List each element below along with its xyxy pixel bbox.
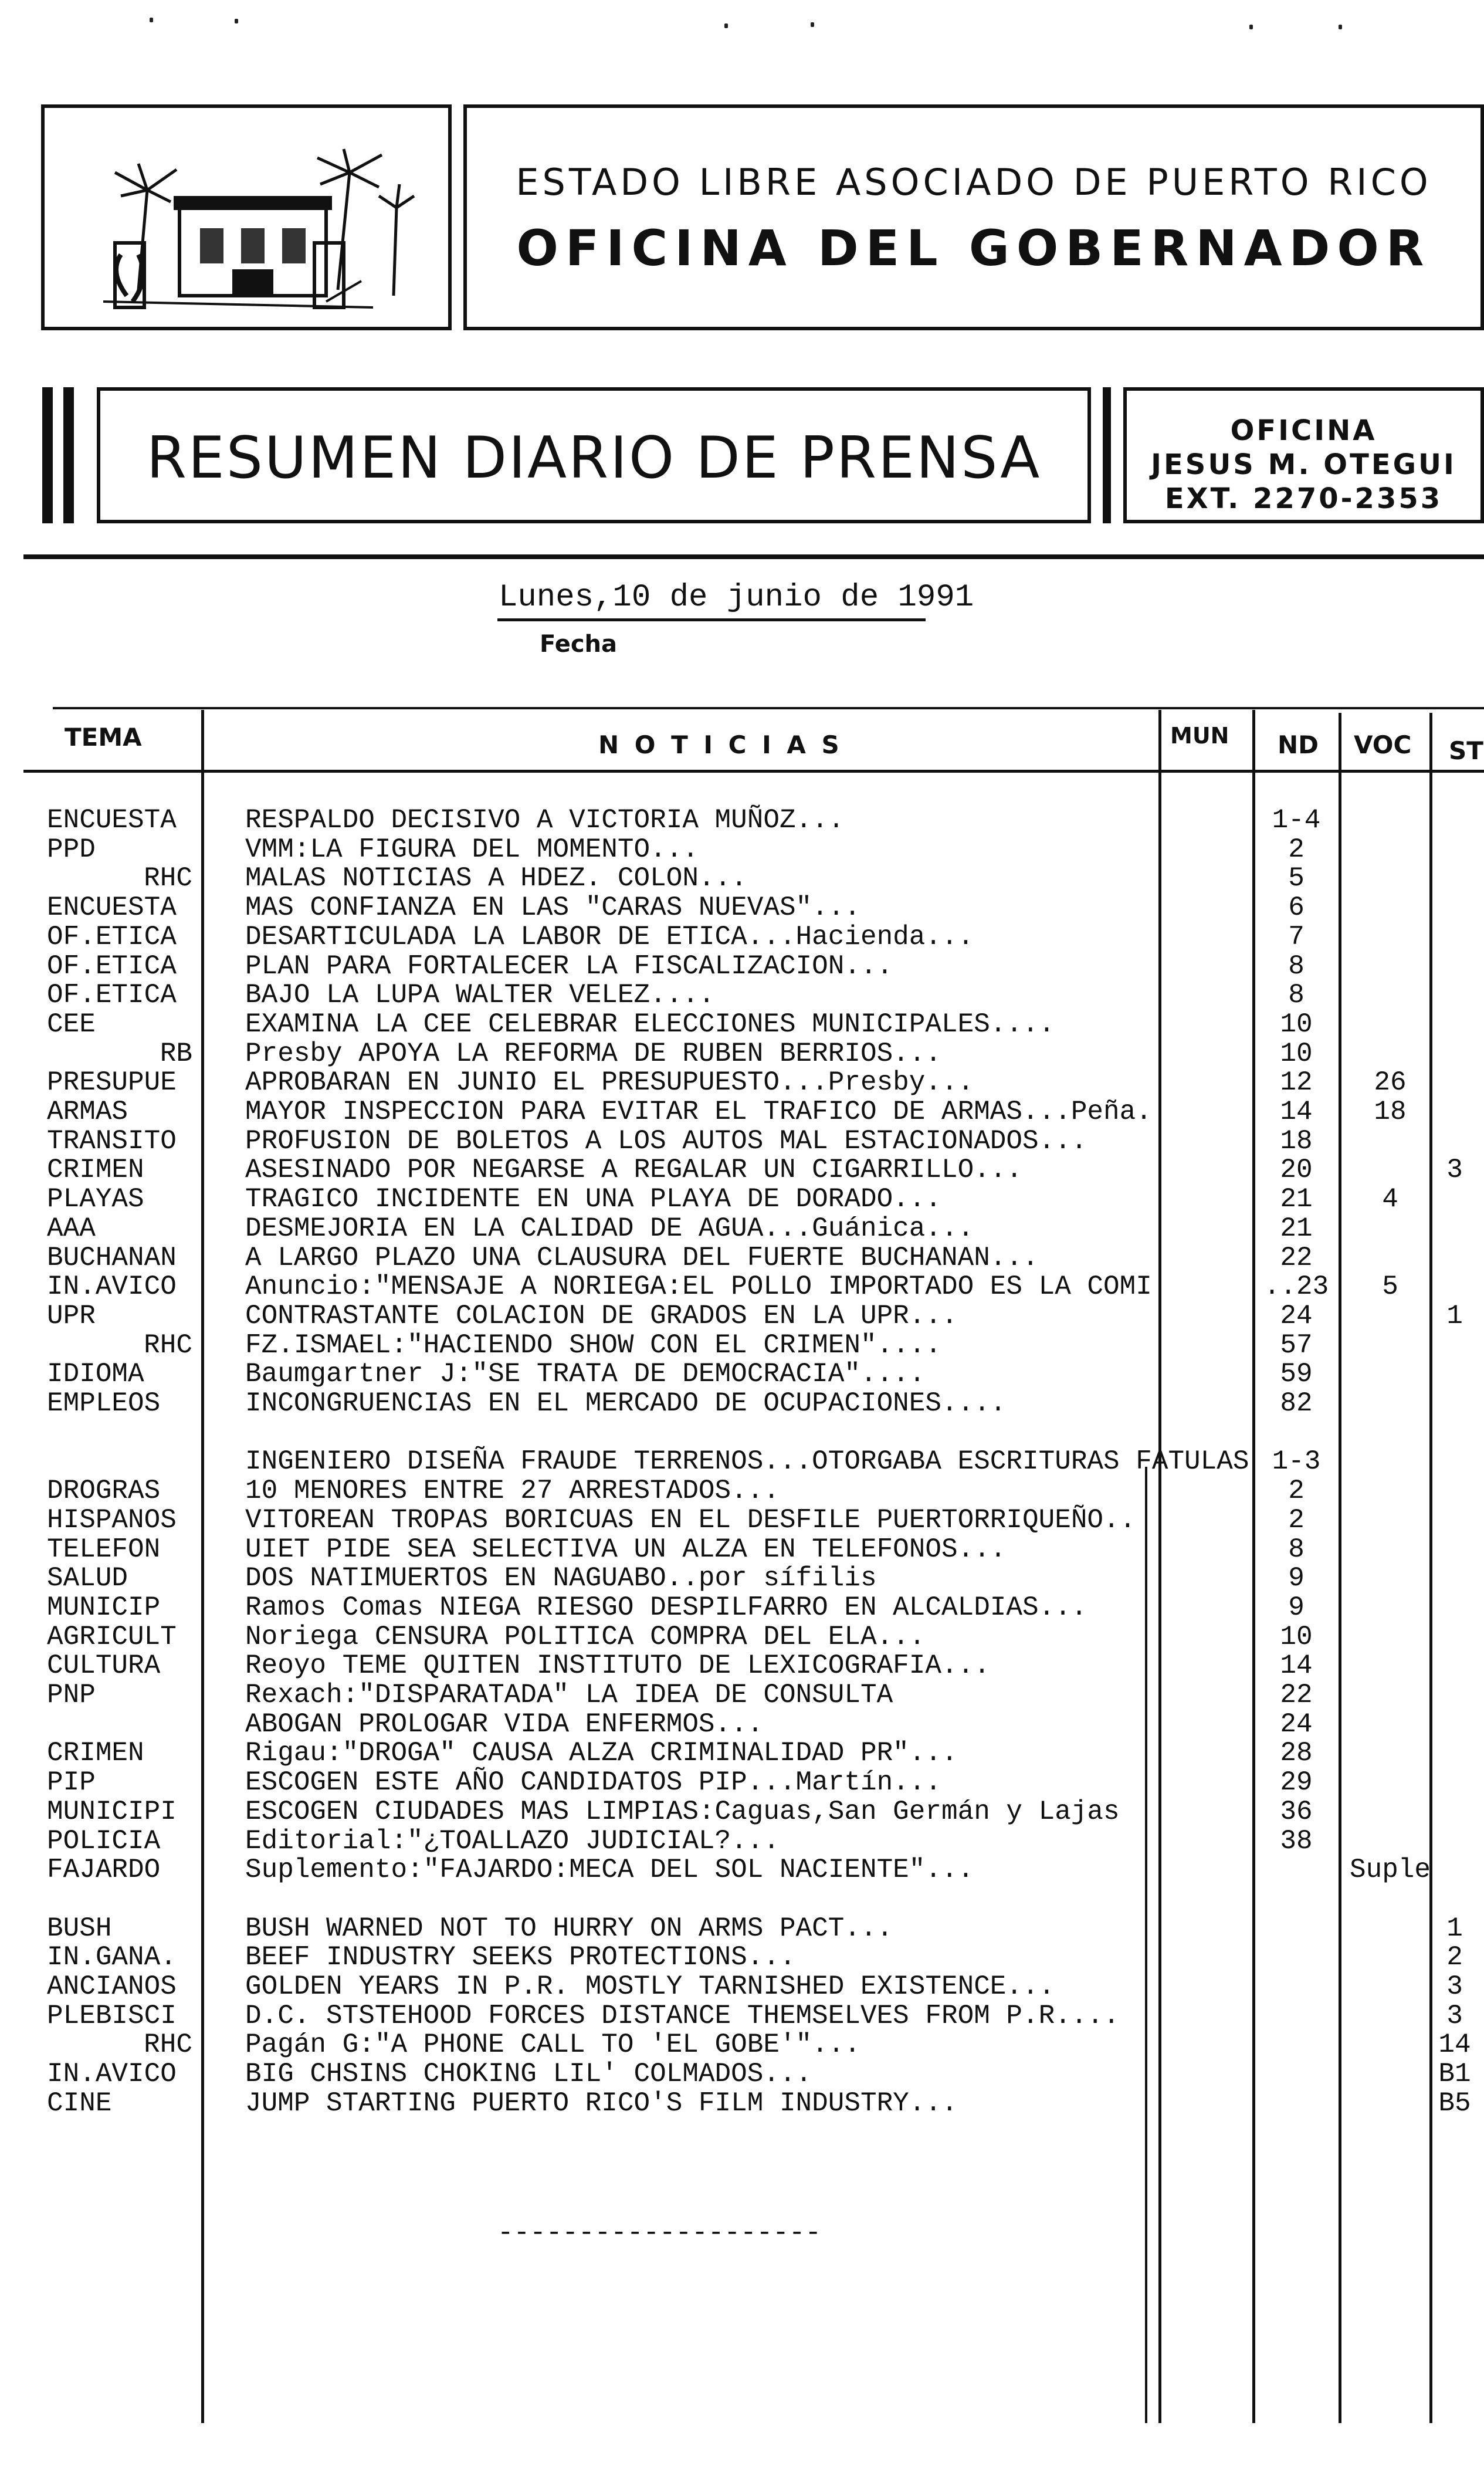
table-row (0, 1301, 1484, 1330)
row-headline: BEEF INDUSTRY SEEKS PROTECTIONS... (245, 1942, 796, 1973)
row-headline: CONTRASTANTE COLACION DE GRADOS EN LA UPR... (245, 1301, 958, 1331)
row-tema: TELEFON (47, 1534, 161, 1565)
row-nd: 10 (1280, 1009, 1313, 1040)
row-tema: ENCUESTA (47, 892, 177, 923)
row-nd: ..23 (1263, 1271, 1329, 1302)
row-nd: 8 (1288, 1534, 1305, 1565)
row-voc: 4 (1382, 1184, 1398, 1214)
table-row (0, 1884, 1484, 1913)
row-tema: PRESUPUE (47, 1067, 177, 1098)
table-row (0, 1709, 1484, 1738)
row-headline: JUMP STARTING PUERTO RICO'S FILM INDUSTRY... (245, 2088, 958, 2119)
table-row (0, 834, 1484, 864)
row-tema: RHC (144, 1330, 192, 1361)
table-row (0, 1038, 1484, 1068)
row-tema: CINE (47, 2088, 112, 2119)
row-tema: IN.GANA. (47, 1942, 177, 1973)
row-tema: PLEBISCI (47, 2001, 177, 2031)
row-tema: POLICIA (47, 1826, 161, 1856)
row-nd: 1-4 (1272, 805, 1321, 835)
row-tema: BUSH (47, 1913, 112, 1944)
table-row (0, 1009, 1484, 1038)
date-underline (497, 618, 926, 621)
logo-frame (41, 104, 452, 330)
row-voc: 26 (1374, 1067, 1407, 1098)
table-row (0, 1534, 1484, 1564)
row-tema: UPR (47, 1301, 96, 1331)
row-nd: 12 (1280, 1067, 1313, 1098)
row-headline: UIET PIDE SEA SELECTIVA UN ALZA EN TELEFONOS... (245, 1534, 1007, 1565)
row-nd: 7 (1288, 922, 1305, 952)
row-headline: Anuncio:"MENSAJE A NORIEGA:EL POLLO IMPORTADO ES LA COMI (245, 1271, 1152, 1302)
scan-speck (811, 22, 814, 27)
row-headline: RESPALDO DECISIVO A VICTORIA MUÑOZ... (245, 805, 845, 835)
row-headline: FZ.ISMAEL:"HACIENDO SHOW CON EL CRIMEN".... (245, 1330, 941, 1361)
table-header-rule (23, 770, 1484, 773)
row-st: 3 (1446, 2001, 1463, 2031)
row-headline: Noriega CENSURA POLITICA COMPRA DEL ELA... (245, 1622, 926, 1652)
row-headline: ESCOGEN ESTE AÑO CANDIDATOS PIP...Martín... (245, 1767, 941, 1798)
row-tema: CRIMEN (47, 1738, 144, 1768)
table-row (0, 922, 1484, 951)
row-st: B1 (1438, 2059, 1471, 2089)
row-tema: ENCUESTA (47, 805, 177, 835)
row-tema: CEE (47, 1009, 96, 1040)
agency-name: ESTADO LIBRE ASOCIADO DE PUERTO RICO (516, 161, 1432, 204)
row-tema: PIP (47, 1767, 96, 1798)
table-row (0, 1213, 1484, 1243)
table-row (0, 1592, 1484, 1622)
table-row (0, 1476, 1484, 1505)
row-nd: 14 (1280, 1650, 1313, 1681)
row-tema: MUNICIPI (47, 1796, 177, 1827)
row-headline: INGENIERO DISEÑA FRAUDE TERRENOS...OTORGABA ESCRITURAS FATULAS (245, 1446, 1249, 1477)
scan-speck (1339, 25, 1342, 29)
table-row (0, 1417, 1484, 1447)
row-nd: 36 (1280, 1796, 1313, 1827)
row-st: 2 (1446, 1942, 1463, 1973)
row-headline: ASESINADO POR NEGARSE A REGALAR UN CIGARRILLO... (245, 1155, 1023, 1185)
table-row (0, 1622, 1484, 1651)
row-nd: 5 (1288, 863, 1305, 894)
row-voc: 5 (1382, 1271, 1398, 1302)
row-tema: RB (160, 1038, 192, 1069)
row-headline: MAYOR INSPECCION PARA EVITAR EL TRAFICO DE ARMAS...Peña. (245, 1097, 1152, 1127)
row-st: 3 (1446, 1155, 1463, 1185)
row-nd: 38 (1280, 1826, 1313, 1856)
table-row (0, 1126, 1484, 1155)
section-divider (23, 554, 1484, 559)
row-headline: 10 MENORES ENTRE 27 ARRESTADOS... (245, 1476, 780, 1506)
row-nd: 22 (1280, 1243, 1313, 1273)
contact-name: JESUS M. OTEGUI (1151, 448, 1456, 481)
row-tema: MUNICIP (47, 1592, 161, 1623)
row-headline: PROFUSION DE BOLETOS A LOS AUTOS MAL ESTACIONADOS... (245, 1126, 1087, 1156)
table-row (0, 1738, 1484, 1767)
row-tema: PNP (47, 1680, 96, 1710)
row-headline: VITOREAN TROPAS BORICUAS EN EL DESFILE PUERTORRIQUEÑO.. (245, 1505, 1136, 1535)
row-nd: 6 (1288, 892, 1305, 923)
contact-office: OFICINA (1230, 414, 1377, 447)
row-st: 1 (1446, 1913, 1463, 1944)
row-nd: 8 (1288, 951, 1305, 982)
row-headline: APROBARAN EN JUNIO EL PRESUPUESTO...Presby... (245, 1067, 974, 1098)
row-tema: OF.ETICA (47, 922, 177, 952)
table-row (0, 2029, 1484, 2059)
row-tema: IDIOMA (47, 1359, 144, 1389)
row-headline: Ramos Comas NIEGA RIESGO DESPILFARRO EN ALCALDIAS... (245, 1592, 1087, 1623)
row-headline: BUSH WARNED NOT TO HURRY ON ARMS PACT... (245, 1913, 893, 1944)
row-tema: ARMAS (47, 1097, 128, 1127)
document-title: RESUMEN DIARIO DE PRENSA (146, 425, 1042, 492)
table-row (0, 1388, 1484, 1417)
row-nd: 22 (1280, 1680, 1313, 1710)
row-nd: 24 (1280, 1709, 1313, 1740)
table-row (0, 863, 1484, 892)
row-voc: Suple (1349, 1855, 1431, 1885)
row-headline: PLAN PARA FORTALECER LA FISCALIZACION... (245, 951, 893, 982)
column-header-noticias: N O T I C I A S (598, 730, 843, 759)
row-tema: BUCHANAN (47, 1243, 177, 1273)
row-st: 1 (1446, 1301, 1463, 1331)
row-nd: 24 (1280, 1301, 1313, 1331)
row-headline: Rexach:"DISPARATADA" LA IDEA DE CONSULTA (245, 1680, 893, 1710)
table-row (0, 980, 1484, 1009)
table-row (0, 1971, 1484, 2001)
table-row (0, 1271, 1484, 1301)
column-header-mun: MUN (1170, 723, 1229, 749)
table-top-rule (53, 707, 1484, 709)
decorative-bar (1103, 387, 1111, 523)
row-tema: SALUD (47, 1563, 128, 1593)
row-tema: ANCIANOS (47, 1971, 177, 2002)
row-headline: BAJO LA LUPA WALTER VELEZ.... (245, 980, 715, 1010)
column-header-st: ST (1449, 736, 1483, 765)
row-headline: Pagán G:"A PHONE CALL TO 'EL GOBE'"... (245, 2029, 860, 2060)
row-nd: 2 (1288, 834, 1305, 865)
row-st: 3 (1446, 1971, 1463, 2002)
column-header-nd: ND (1278, 730, 1319, 759)
row-nd: 21 (1280, 1213, 1313, 1244)
row-nd: 9 (1288, 1563, 1305, 1593)
decorative-bar (42, 387, 53, 523)
row-tema: DROGRAS (47, 1476, 161, 1506)
table-row (0, 1243, 1484, 1272)
column-header-voc: VOC (1354, 730, 1412, 759)
table-row (0, 805, 1484, 834)
row-nd: 29 (1280, 1767, 1313, 1798)
row-nd: 2 (1288, 1505, 1305, 1535)
row-nd: 18 (1280, 1126, 1313, 1156)
row-headline: A LARGO PLAZO UNA CLAUSURA DEL FUERTE BUCHANAN... (245, 1243, 1039, 1273)
row-nd: 20 (1280, 1155, 1313, 1185)
row-tema: OF.ETICA (47, 980, 177, 1010)
table-row (0, 2088, 1484, 2117)
row-tema: OF.ETICA (47, 951, 177, 982)
table-row (0, 1680, 1484, 1709)
table-row (0, 1913, 1484, 1943)
table-row (0, 1505, 1484, 1534)
row-tema: HISPANOS (47, 1505, 177, 1535)
row-nd: 28 (1280, 1738, 1313, 1768)
table-row (0, 1767, 1484, 1796)
table-row (0, 1855, 1484, 1884)
row-headline: Rigau:"DROGA" CAUSA ALZA CRIMINALIDAD PR"... (245, 1738, 958, 1768)
column-header-tema: TEMA (65, 723, 142, 752)
table-row (0, 1097, 1484, 1126)
row-tema: AGRICULT (47, 1622, 177, 1652)
row-nd: 8 (1288, 980, 1305, 1010)
document-date: Lunes,10 de junio de 1991 (499, 580, 974, 615)
row-headline: D.C. STSTEHOOD FORCES DISTANCE THEMSELVES FROM P.R.... (245, 2001, 1120, 2031)
table-row (0, 1826, 1484, 1855)
scan-speck (235, 19, 238, 23)
table-row (0, 1796, 1484, 1826)
row-nd: 59 (1280, 1359, 1313, 1389)
table-row (0, 1067, 1484, 1097)
table-row (0, 2059, 1484, 2088)
scan-speck (1249, 25, 1253, 29)
table-row (0, 1650, 1484, 1680)
row-headline: ESCOGEN CIUDADES MAS LIMPIAS:Caguas,San Germán y Lajas (245, 1796, 1120, 1827)
scan-speck (724, 23, 728, 28)
resumen-banner (97, 387, 1091, 523)
table-row (0, 1359, 1484, 1388)
contact-extension: EXT. 2270-2353 (1164, 482, 1443, 515)
row-headline: Baumgartner J:"SE TRATA DE DEMOCRACIA".... (245, 1359, 926, 1389)
row-tema: AAA (47, 1213, 96, 1244)
row-headline: DESARTICULADA LA LABOR DE ETICA...Hacienda... (245, 922, 974, 952)
row-headline: MALAS NOTICIAS A HDEZ. COLON... (245, 863, 747, 894)
table-row (0, 1446, 1484, 1476)
office-name: OFICINA DEL GOBERNADOR (516, 219, 1431, 277)
date-label: Fecha (540, 631, 618, 658)
row-tema: CULTURA (47, 1650, 161, 1681)
table-row (0, 1330, 1484, 1359)
table-row (0, 892, 1484, 922)
row-tema: IN.AVICO (47, 2059, 177, 2089)
table-row (0, 2001, 1484, 2030)
row-tema: IN.AVICO (47, 1271, 177, 1302)
row-voc: 18 (1374, 1097, 1407, 1127)
row-st: B5 (1438, 2088, 1471, 2119)
row-headline: BIG CHSINS CHOKING LIL' COLMADOS... (245, 2059, 812, 2089)
row-tema: PPD (47, 834, 96, 865)
table-row (0, 951, 1484, 980)
row-headline: Reoyo TEME QUITEN INSTITUTO DE LEXICOGRAFIA... (245, 1650, 990, 1681)
row-headline: DESMEJORIA EN LA CALIDAD DE AGUA...Guánica... (245, 1213, 974, 1244)
row-headline: Presby APOYA LA REFORMA DE RUBEN BERRIOS... (245, 1038, 941, 1069)
row-st: 14 (1438, 2029, 1471, 2060)
end-marker: -------------------- (497, 2218, 822, 2248)
row-tema: FAJARDO (47, 1855, 161, 1885)
row-nd: 57 (1280, 1330, 1313, 1361)
row-nd: 10 (1280, 1622, 1313, 1652)
row-headline: VMM:LA FIGURA DEL MOMENTO... (245, 834, 699, 865)
row-headline: EXAMINA LA CEE CELEBRAR ELECCIONES MUNICIPALES.... (245, 1009, 1055, 1040)
row-tema: CRIMEN (47, 1155, 144, 1185)
row-tema: TRANSITO (47, 1126, 177, 1156)
row-headline: DOS NATIMUERTOS EN NAGUABO..por sífilis (245, 1563, 877, 1593)
row-tema: PLAYAS (47, 1184, 144, 1214)
row-nd: 9 (1288, 1592, 1305, 1623)
row-nd: 82 (1280, 1388, 1313, 1419)
row-headline: INCONGRUENCIAS EN EL MERCADO DE OCUPACIONES.... (245, 1388, 1007, 1419)
row-headline: ABOGAN PROLOGAR VIDA ENFERMOS... (245, 1709, 764, 1740)
row-tema: RHC (144, 863, 192, 894)
row-nd: 2 (1288, 1476, 1305, 1506)
row-tema: EMPLEOS (47, 1388, 161, 1419)
row-headline: MAS CONFIANZA EN LAS "CARAS NUEVAS"... (245, 892, 860, 923)
row-nd: 10 (1280, 1038, 1313, 1069)
table-row (0, 1563, 1484, 1592)
row-nd: 14 (1280, 1097, 1313, 1127)
table-row (0, 1184, 1484, 1213)
row-headline: GOLDEN YEARS IN P.R. MOSTLY TARNISHED EXISTENCE... (245, 1971, 1055, 2002)
row-headline: Suplemento:"FAJARDO:MECA DEL SOL NACIENTE"... (245, 1855, 974, 1885)
decorative-bar (63, 387, 74, 523)
table-row (0, 1155, 1484, 1184)
row-nd: 1-3 (1272, 1446, 1321, 1477)
row-nd: 21 (1280, 1184, 1313, 1214)
row-headline: TRAGICO INCIDENTE EN UNA PLAYA DE DORADO... (245, 1184, 941, 1214)
row-headline: Editorial:"¿TOALLAZO JUDICIAL?... (245, 1826, 780, 1856)
contact-box (1123, 387, 1484, 523)
government-building-logo (45, 108, 448, 327)
table-row (0, 1942, 1484, 1971)
row-tema: RHC (144, 2029, 192, 2060)
agency-header-frame (463, 104, 1484, 330)
scan-speck (150, 18, 153, 22)
